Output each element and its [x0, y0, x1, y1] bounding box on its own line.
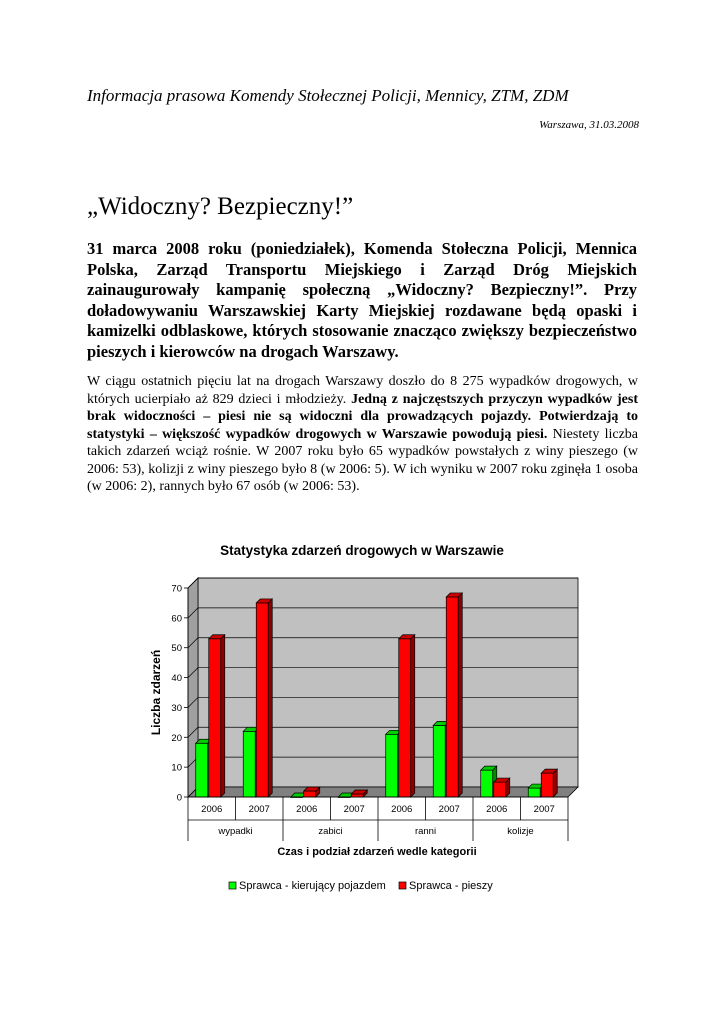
bar-top — [209, 635, 225, 639]
bar-side — [208, 739, 212, 797]
bar-pedestrian — [541, 773, 553, 797]
bar-side — [268, 599, 272, 797]
bar-pedestrian — [351, 794, 363, 797]
chart-gridline — [188, 757, 578, 767]
x-tick-label: 2007 — [438, 804, 460, 815]
x-group-label: wypadki — [218, 826, 253, 837]
y-tick-label: 40 — [171, 673, 182, 685]
chart-gridline — [188, 608, 578, 618]
bar-side — [540, 784, 544, 797]
bar-top — [528, 784, 544, 788]
bar-side — [411, 635, 415, 797]
lead-paragraph: 31 marca 2008 roku (poniedziałek), Komenda Stołeczna Policji, Mennica Polska, Zarząd Transportu Miejskiego i Zarząd Dróg Miejskich zainaugurowały kampanię społeczną „Widoczny? Bezpieczny!”. Przy doładowywaniu Warszawskiej Karty Miejskiej rozdawane będą opaski i kamizelki odblaskowe, których stosowanie znacząco zwiększy bezpieczeństwo pieszych i kierowców na drogach Warszawy. — [87, 239, 637, 361]
bar-driver — [243, 731, 255, 797]
body-paragraph — [87, 373, 638, 496]
legend-swatch-driver — [229, 882, 236, 889]
bar-side — [398, 730, 402, 797]
press-release-header: Informacja prasowa Komendy Stołecznej Policji, Mennicy, ZTM, ZDM — [87, 86, 569, 105]
bar-top — [243, 727, 259, 731]
y-tick-label: 70 — [171, 583, 182, 595]
bar-pedestrian — [446, 597, 458, 797]
chart-gridline — [188, 638, 578, 648]
y-tick-label: 0 — [176, 792, 182, 804]
x-group-label: zabici — [318, 826, 343, 837]
chart-title: Statystyka zdarzeń drogowych w Warszawie — [220, 543, 504, 558]
y-tick-label: 30 — [171, 702, 182, 714]
x-tick-label: 2006 — [391, 804, 413, 815]
bar-top — [494, 778, 510, 782]
x-group-label: ranni — [414, 826, 437, 837]
bar-top — [351, 790, 367, 794]
chart-floor — [188, 787, 578, 797]
x-tick-label: 2006 — [486, 804, 508, 815]
bar-top — [304, 787, 320, 791]
legend-swatch-pedestrian — [399, 882, 406, 889]
y-tick-label: 50 — [171, 643, 182, 655]
bar-top — [196, 739, 212, 743]
bar-top — [541, 769, 557, 773]
bar-driver — [291, 797, 303, 798]
bar-side — [493, 766, 497, 797]
body-text-bold: Jedną z najczęstszych przyczyn wypadków jest brak widoczności – piesi nie są widoczni dla prowadzących pojazdy. Potwierdzają to statystyki – większość wypadków drogowych w Warszawie powodują piesi. — [87, 391, 638, 442]
bar-pedestrian — [494, 782, 506, 797]
bar-top — [399, 635, 415, 639]
bar-side — [255, 727, 259, 797]
bar-top — [256, 599, 272, 603]
chart-plot-area — [198, 578, 578, 787]
x-axis-label: Czas i podział zdarzeń wedle kategorii — [277, 846, 477, 858]
body-text-1: W ciągu ostatnich pięciu lat na drogach Warszawy doszło do 8 275 wypadków drogowych, w których ucierpiało aż 829 dzieci i młodzieży. — [87, 374, 638, 407]
body-text-2: Niestety liczba takich zdarzeń wciąż rośnie. W 2007 roku było 65 wypadków powstałych z winy pieszego (w 2006: 53), kolizji z winy pieszego było 8 (w 2006: 5). W ich wyniku w 2007 roku zginęła 1 osoba (w 2006: 2), rannych było 67 osób (w 2006: 53). — [87, 426, 638, 494]
bar-side — [221, 635, 225, 797]
bar-driver — [528, 788, 540, 797]
chart-gridline — [188, 578, 578, 588]
bar-pedestrian — [256, 603, 268, 797]
bar-driver — [196, 743, 208, 797]
bar-top — [481, 766, 497, 770]
bar-side — [363, 790, 367, 797]
bar-side — [506, 778, 510, 797]
bar-top — [433, 721, 449, 725]
y-axis-label: Liczba zdarzeń — [149, 649, 163, 736]
legend-label-pedestrian: Sprawca - pieszy — [409, 880, 493, 892]
x-tick-label: 2007 — [533, 804, 555, 815]
chart-gridline — [188, 668, 578, 678]
x-tick-label: 2006 — [296, 804, 318, 815]
chart-gridline — [188, 697, 578, 707]
y-tick-label: 60 — [171, 613, 182, 625]
y-tick-label: 10 — [171, 762, 182, 774]
chart-gridline — [188, 727, 578, 737]
chart-side-wall — [188, 578, 198, 797]
bar-pedestrian — [399, 639, 411, 797]
bar-side — [303, 793, 307, 797]
bar-driver — [481, 770, 493, 797]
document-title: „Widoczny? Bezpieczny!” — [87, 193, 354, 220]
bar-pedestrian — [304, 791, 316, 797]
x-tick-label: 2006 — [201, 804, 223, 815]
bar-side — [458, 593, 462, 797]
x-tick-label: 2007 — [248, 804, 270, 815]
bar-top — [338, 793, 354, 797]
bar-side — [316, 787, 320, 797]
x-tick-label: 2007 — [343, 804, 365, 815]
legend-label-driver: Sprawca - kierujący pojazdem — [239, 880, 386, 892]
bar-top — [291, 793, 307, 797]
bar-side — [445, 721, 449, 797]
release-date: Warszawa, 31.03.2008 — [539, 119, 639, 131]
bar-pedestrian — [209, 639, 221, 797]
y-tick-label: 20 — [171, 732, 182, 744]
bar-top — [386, 730, 402, 734]
bar-driver — [386, 734, 398, 797]
bar-driver — [338, 797, 350, 798]
bar-side — [553, 769, 557, 797]
x-group-label: kolizje — [507, 826, 534, 837]
bar-top — [446, 593, 462, 597]
bar-driver — [433, 725, 445, 797]
bar-side — [350, 793, 354, 797]
